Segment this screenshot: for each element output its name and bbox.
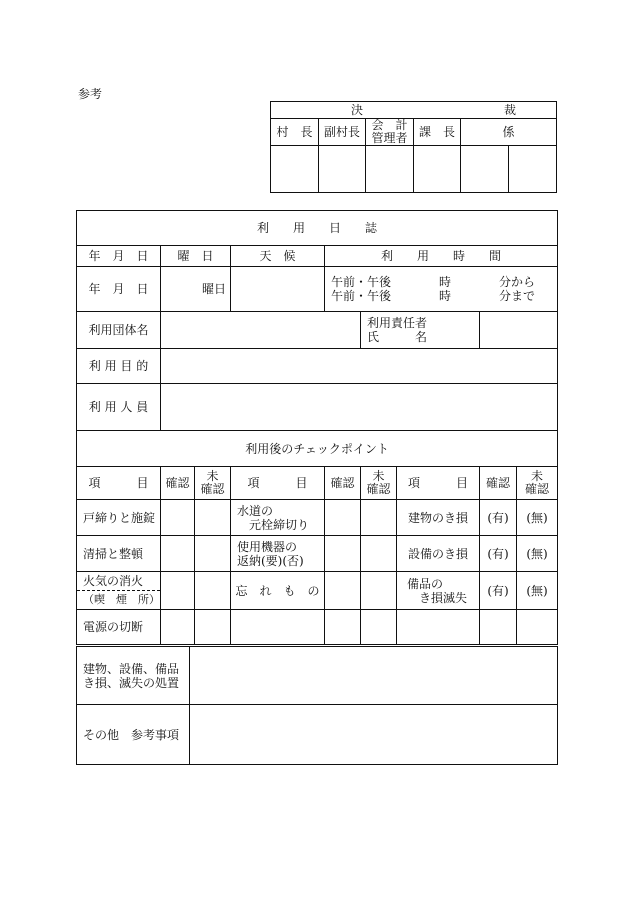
- check-confirm-cell[interactable]: [325, 572, 361, 610]
- check-header-unconfirmed: [517, 467, 558, 500]
- choice-yes[interactable]: (有): [480, 536, 517, 572]
- approval-stamp-cell[interactable]: [271, 146, 319, 193]
- header-weekday: 曜 日: [161, 246, 231, 267]
- check-unconfirm-cell[interactable]: [195, 610, 231, 646]
- check-header-item: 項 目: [231, 467, 325, 500]
- check-unconfirm-cell[interactable]: [361, 610, 397, 646]
- unconfirmed-line1: 未: [206, 469, 219, 483]
- check-confirm-cell[interactable]: [161, 536, 195, 572]
- check-confirm-cell[interactable]: [325, 610, 361, 646]
- approval-stamp-table: [270, 101, 557, 193]
- notes-field[interactable]: [190, 705, 557, 764]
- responsible-label-line2: 氏 名: [367, 330, 428, 344]
- fire-line2: （喫 煙 所）: [77, 590, 160, 609]
- usage-log-table: [76, 210, 558, 765]
- check-unconfirm-cell[interactable]: [195, 500, 231, 536]
- unconfirmed-line2: 確認: [366, 482, 391, 496]
- check-confirm-cell[interactable]: [161, 500, 195, 536]
- purpose-field[interactable]: [161, 349, 558, 384]
- approval-stamp-cell[interactable]: [366, 146, 414, 193]
- check-confirm-cell[interactable]: [325, 500, 361, 536]
- check-item-equipment-loss: [397, 572, 480, 610]
- check-header-item: 項 目: [397, 467, 480, 500]
- choice-no[interactable]: (無): [517, 536, 558, 572]
- disposal-row: [77, 646, 558, 705]
- approval-stamp-cell[interactable]: [414, 146, 461, 193]
- time-field[interactable]: [325, 267, 558, 312]
- notes-label: その他 参考事項: [77, 705, 190, 764]
- members-field[interactable]: [161, 384, 558, 431]
- approval-title-left: 決: [351, 103, 364, 117]
- weekday-field[interactable]: 曜日: [161, 267, 231, 312]
- members-label: 利 用 人 員: [77, 384, 161, 431]
- approval-header-section-chief: 課 長: [414, 119, 461, 146]
- approval-header-accounting: [366, 119, 414, 146]
- header-time: 利 用 時 間: [325, 246, 558, 267]
- accounting-line1: 会 計: [371, 118, 408, 132]
- approval-stamp-cell[interactable]: [319, 146, 366, 193]
- check-item-fire: [77, 572, 161, 610]
- check-header-unconfirmed: [195, 467, 231, 500]
- unconfirmed-line1: 未: [372, 469, 385, 483]
- choice-no[interactable]: (無): [517, 500, 558, 536]
- check-confirm-cell[interactable]: [161, 572, 195, 610]
- unconfirmed-line1: 未: [531, 469, 544, 483]
- choice-no[interactable]: (無): [517, 572, 558, 610]
- approval-header-deputy: 副村長: [319, 119, 366, 146]
- approval-header-staff: 係: [461, 119, 557, 146]
- header-weather: 天 候: [231, 246, 325, 267]
- responsible-person-label: [361, 312, 480, 349]
- empty-cell: [480, 610, 517, 646]
- purpose-label: 利 用 目 的: [77, 349, 161, 384]
- check-item-lost-items: 忘 れ も の: [231, 572, 325, 610]
- check-header-confirmed: 確認: [480, 467, 517, 500]
- header-date: 年 月 日: [77, 246, 161, 267]
- approval-title-right: 裁: [503, 103, 516, 117]
- disposal-label-line1: 建物、設備、備品: [83, 661, 180, 676]
- water-line2: 元栓締切り: [249, 517, 310, 532]
- group-name-label: 利用団体名: [77, 312, 161, 349]
- check-item-building-damage: 建物のき損: [397, 500, 480, 536]
- empty-cell: [231, 610, 325, 646]
- equip-loss-line2: き損滅失: [419, 590, 468, 605]
- disposal-field[interactable]: [190, 647, 557, 704]
- check-unconfirm-cell[interactable]: [195, 536, 231, 572]
- responsible-label-line1: 利用責任者: [367, 316, 428, 330]
- check-header-item: 項 目: [77, 467, 161, 500]
- weather-field[interactable]: [231, 267, 325, 312]
- approval-stamp-cell[interactable]: [461, 146, 509, 193]
- reference-label: 参考: [78, 87, 103, 101]
- log-title: 利 用 日 誌: [77, 211, 558, 246]
- unconfirmed-line2: 確認: [200, 482, 225, 496]
- check-item-locking: 戸締りと施錠: [77, 500, 161, 536]
- disposal-label: [77, 647, 190, 704]
- check-item-equipment-return: [231, 536, 325, 572]
- check-header-unconfirmed: [361, 467, 397, 500]
- group-name-field[interactable]: [161, 312, 361, 349]
- fire-line1: 火気の消火: [83, 574, 144, 588]
- empty-cell: [397, 610, 480, 646]
- responsible-person-field[interactable]: [480, 312, 558, 349]
- checkpoints-title: 利用後のチェックポイント: [77, 431, 558, 467]
- equipment-line1: 使用機器の: [237, 539, 298, 554]
- check-header-confirmed: 確認: [325, 467, 361, 500]
- check-item-facility-damage: 設備のき損: [397, 536, 480, 572]
- choice-yes[interactable]: (有): [480, 572, 517, 610]
- empty-cell: [517, 610, 558, 646]
- check-confirm-cell[interactable]: [325, 536, 361, 572]
- date-field[interactable]: 年 月 日: [77, 267, 161, 312]
- notes-row: [77, 705, 558, 765]
- choice-yes[interactable]: (有): [480, 500, 517, 536]
- check-item-water: [231, 500, 325, 536]
- accounting-line2: 管理者: [371, 131, 408, 145]
- disposal-label-line2: き損、滅失の処置: [83, 675, 180, 690]
- check-unconfirm-cell[interactable]: [361, 500, 397, 536]
- check-confirm-cell[interactable]: [161, 610, 195, 646]
- equipment-line2: 返納(要)(否): [237, 553, 304, 568]
- check-unconfirm-cell[interactable]: [361, 536, 397, 572]
- approval-stamp-cell[interactable]: [509, 146, 557, 193]
- approval-header-mayor: 村 長: [271, 119, 319, 146]
- check-unconfirm-cell[interactable]: [195, 572, 231, 610]
- unconfirmed-line2: 確認: [525, 482, 550, 496]
- water-line1: 水道の: [237, 503, 274, 518]
- approval-title: [271, 102, 557, 119]
- equip-loss-line1: 備品の: [407, 576, 444, 591]
- check-unconfirm-cell[interactable]: [361, 572, 397, 610]
- time-from: 午前・午後 時 分から: [331, 275, 536, 289]
- check-item-cleaning: 清掃と整頓: [77, 536, 161, 572]
- check-item-power: 電源の切断: [77, 610, 161, 646]
- check-header-confirmed: 確認: [161, 467, 195, 500]
- time-to: 午前・午後 時 分まで: [331, 289, 536, 303]
